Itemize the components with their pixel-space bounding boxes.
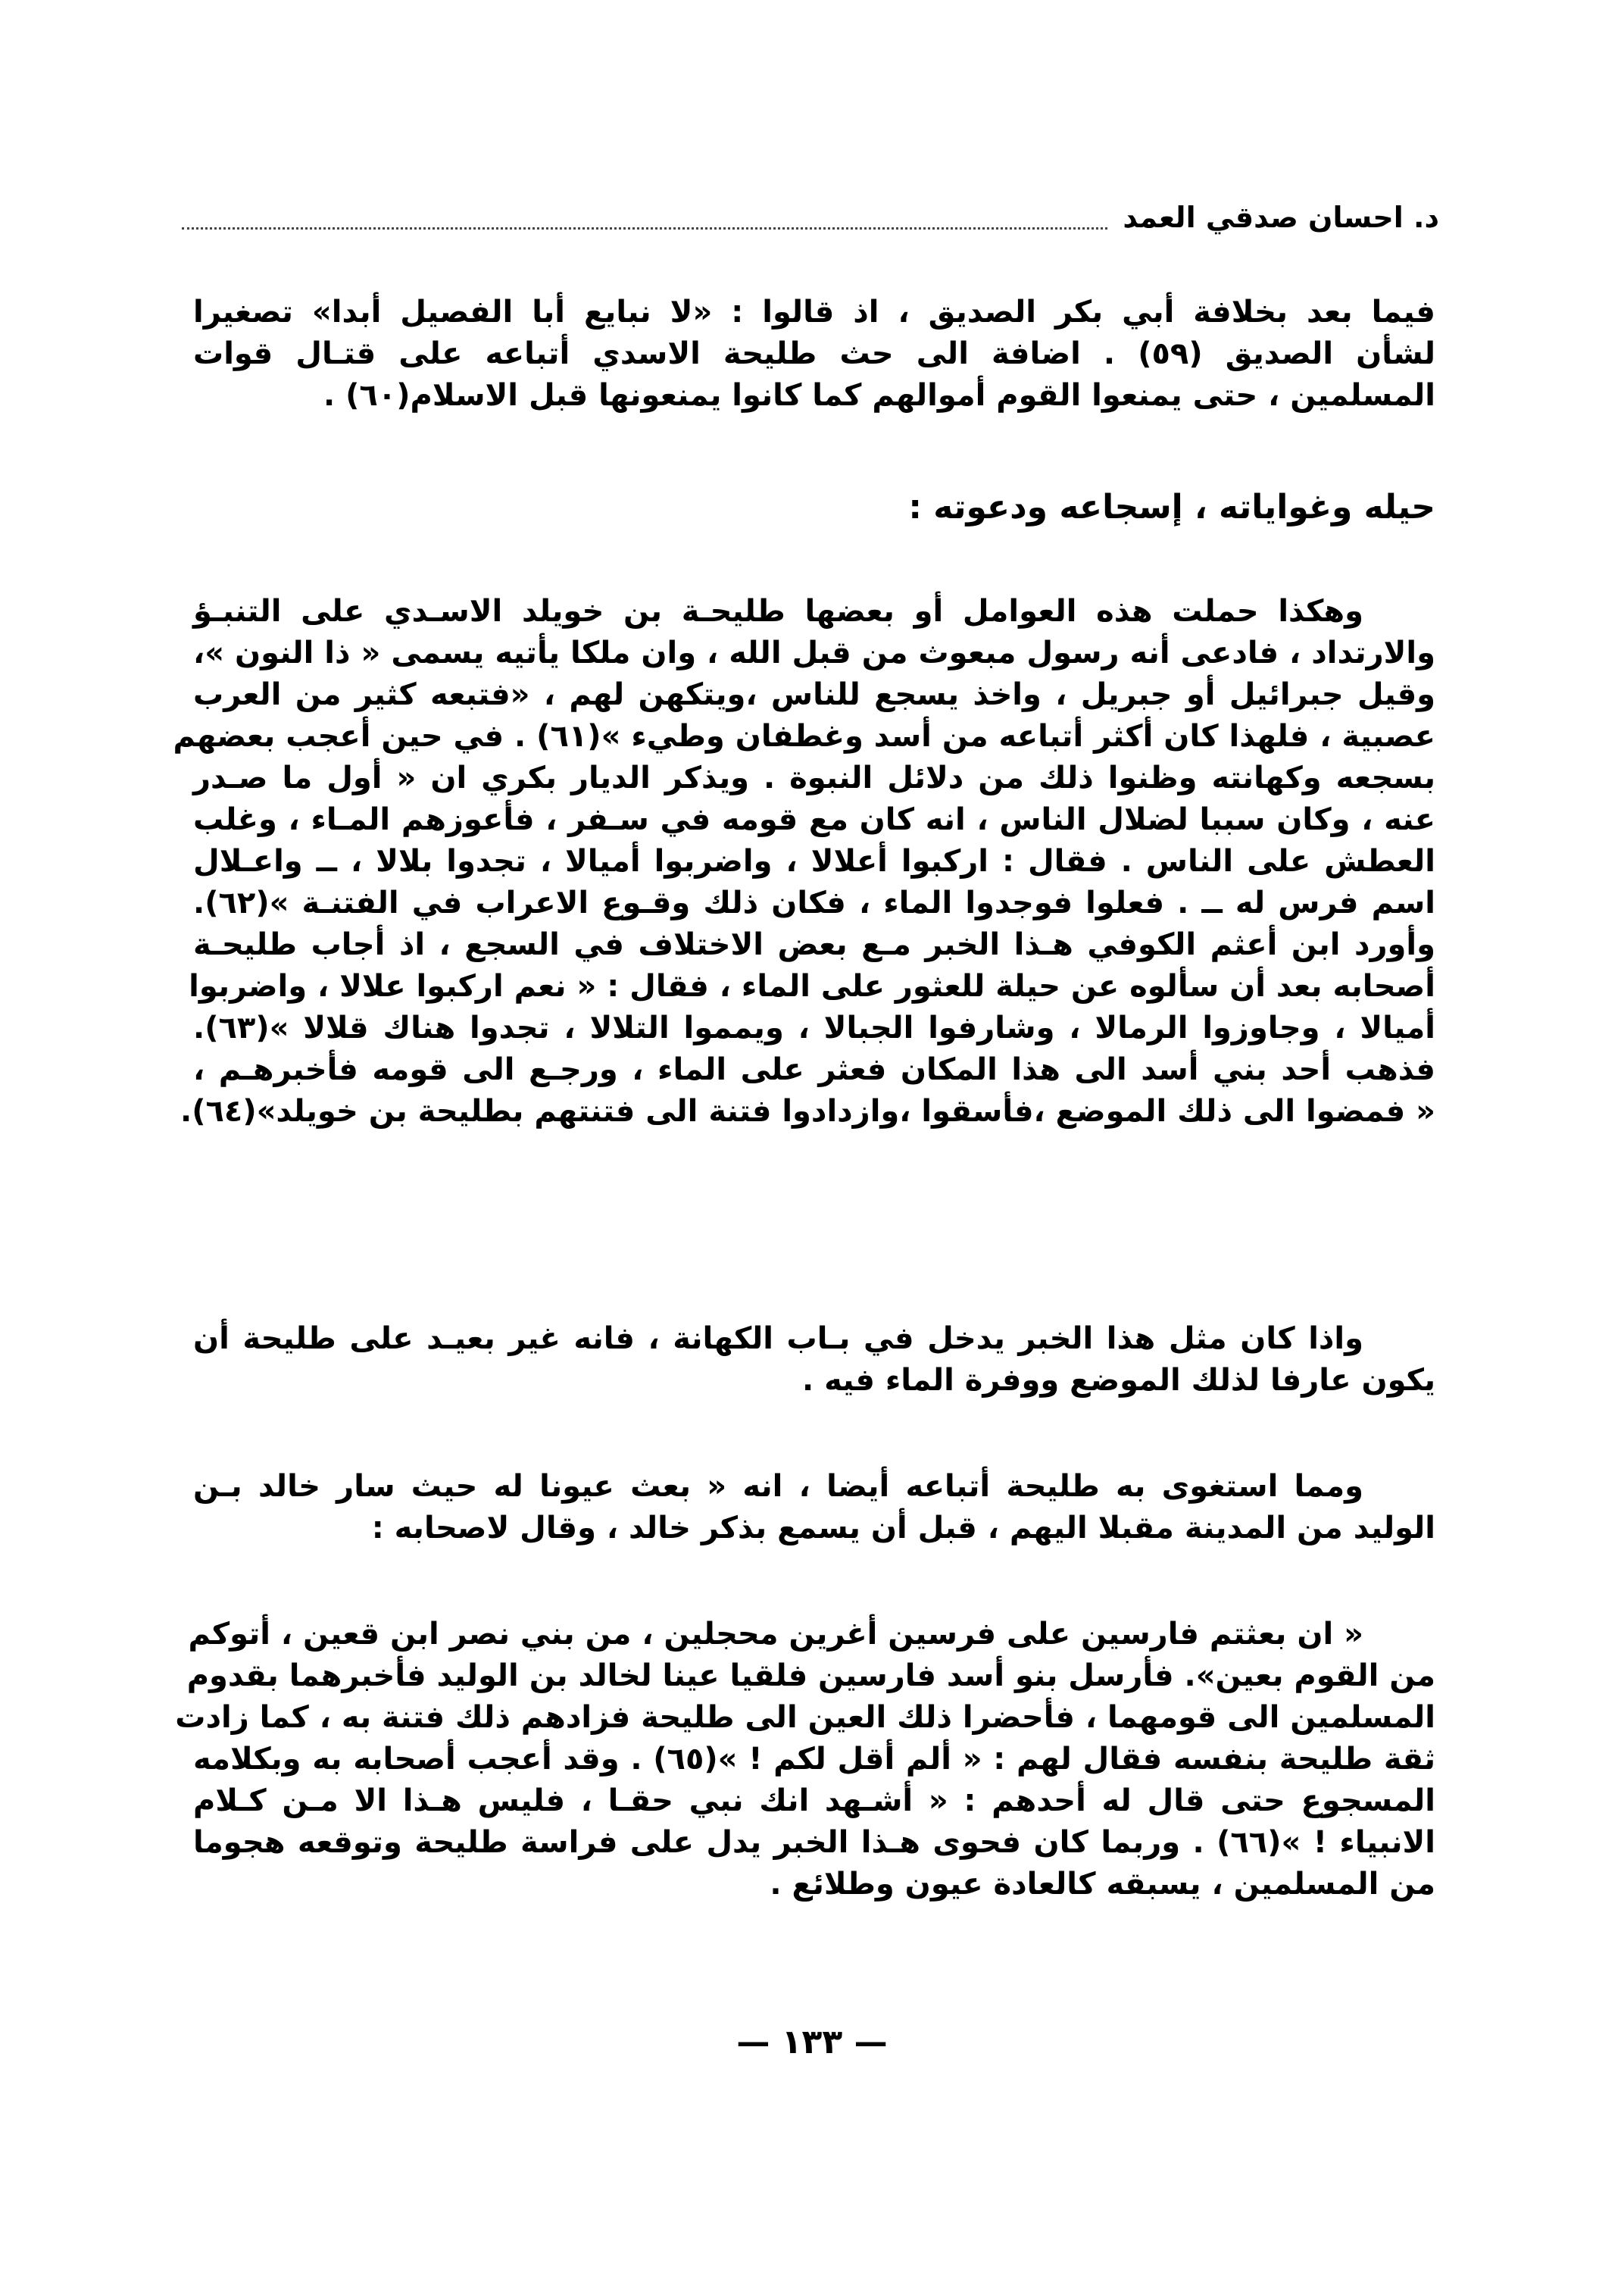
- text-line: وقيل جبرائيل أو جبريل ، واخذ يسجع للناس ،ويتكهن لهم ، «فتبعه كثير من العرب: [193, 677, 1435, 712]
- paragraph-kahana: [193, 1318, 1435, 1402]
- text-line: أصحابه بعد أن سألوه عن حيلة للعثور على الماء ، فقال : « نعم اركبوا علالا ، واضربوا: [189, 969, 1435, 1004]
- text-line: عنه ، وكان سببا لضلال الناس ، انه كان مع قومه في سـفر ، فأعوزهم المـاء ، وغلب: [193, 802, 1435, 837]
- text-line: أميالا ، وجاوزوا الرمالا ، وشارفوا الجبالا ، ويمموا التلالا ، تجدوا هناك قلالا »(٦٣).: [193, 1011, 1435, 1045]
- header-dotted-leader: [182, 221, 1107, 230]
- paragraph-quote: [175, 1614, 1436, 1905]
- text-line: فيما بعد بخلافة أبي بكر الصديق ، اذ قالوا : «لا نبايع أبا الفصيل أبدا» تصغيرا: [193, 295, 1435, 330]
- text-line: عصبية ، فلهذا كان أكثر أتباعه من أسد وغطفان وطيء »(٦١) . في حين أعجب بعضهم: [173, 719, 1435, 754]
- page-number: — ١٣٣ —: [736, 2023, 888, 2061]
- running-header: [182, 198, 1439, 236]
- text-line: بسجعه وكهانته وظنوا ذلك من دلائل النبوة . ويذكر الديار بكري ان « أول ما صـدر: [193, 761, 1435, 795]
- paragraph-main: [173, 591, 1435, 1133]
- text-line: وأورد ابن أعثم الكوفي هـذا الخبر مـع بعض الاختلاف في السجع ، اذ أجاب طليحـة: [193, 927, 1435, 962]
- text-line: والارتداد ، فادعى أنه رسول مبعوث من قبل الله ، وان ملكا يأتيه يسمى « ذا النون »،: [193, 636, 1435, 670]
- section-heading: حيله وغواياته ، إسجاعه ودعوته :: [908, 488, 1435, 527]
- text-line: ثقة طليحة بنفسه فقال لهم : « ألم أقل لكم ! »(٦٥) . وقد أعجب أصحابه به وبكلامه: [193, 1742, 1436, 1777]
- text-line: المسجوع حتى قال له أحدهم : « أشـهد انك نبي حقـا ، فليس هـذا الا مـن كـلام: [193, 1783, 1435, 1818]
- text-line: الوليد من المدينة مقبلا اليهم ، قبل أن يسمع بذكر خالد ، وقال لاصحابه :: [371, 1511, 1435, 1545]
- text-line: وهكذا حملت هذه العوامل أو بعضها طليحـة بن خويلد الاسـدي على التنبـؤ: [193, 594, 1363, 629]
- text-line: « فمضوا الى ذلك الموضع ،فأسقوا ،وازدادوا فتنة الى فتنتهم بطليحة بن خويلد»(٦٤).: [180, 1094, 1435, 1129]
- text-line: الانبياء ! »(٦٦) . وربما كان فحوى هـذا الخبر يدل على فراسة طليحة وتوقعه هجوما: [193, 1825, 1436, 1860]
- text-line: ومما استغوى به طليحة أتباعه أيضا ، انه « بعث عيونا له حيث سار خالد بـن: [193, 1469, 1363, 1504]
- text-line: من المسلمين ، يسبقه كالعادة عيون وطلائع .: [770, 1867, 1435, 1902]
- text-line: فذهب أحد بني أسد الى هذا المكان فعثر على الماء ، ورجـع الى قومه فأخبرهـم ،: [193, 1052, 1435, 1087]
- author-name: د. احسان صدقي العمد: [1123, 201, 1439, 234]
- text-line: المسلمين ، حتى يمنعوا القوم أموالهم كما كانوا يمنعونها قبل الاسلام(٦٠) .: [323, 378, 1435, 413]
- text-line: العطش على الناس . فقال : اركبوا أعلالا ، واضربوا أميالا ، تجدوا بلالا ، ــ واعـلال: [193, 844, 1435, 879]
- text-line: المسلمين الى قومهما ، فأحضرا ذلك العين الى طليحة فزادهم ذلك فتنة به ، كما زادت: [175, 1700, 1435, 1735]
- text-line: اسم فرس له ــ . فعلوا فوجدوا الماء ، فكان ذلك وقـوع الاعراب في الفتنـة »(٦٢).: [193, 886, 1435, 920]
- text-line: يكون عارفا لذلك الموضع ووفرة الماء فيه .: [802, 1363, 1435, 1398]
- text-line: من القوم بعين». فأرسل بنو أسد فارسين فلقيا عينا لخالد بن الوليد فأخبرهما بقدوم: [186, 1658, 1435, 1693]
- paragraph-intro: [193, 292, 1435, 417]
- text-line: « ان بعثتم فارسين على فرسين أغرين محجلين ، من بني نصر ابن قعين ، أتوكم: [188, 1617, 1363, 1652]
- text-line: لشأن الصديق (٥٩) . اضافة الى حث طليحة الاسدي أتباعه على قتـال قوات: [193, 336, 1436, 371]
- paragraph-spies: [193, 1466, 1435, 1549]
- text-line: واذا كان مثل هذا الخبر يدخل في بـاب الكهانة ، فانه غير بعيـد على طليحة أن: [193, 1321, 1363, 1356]
